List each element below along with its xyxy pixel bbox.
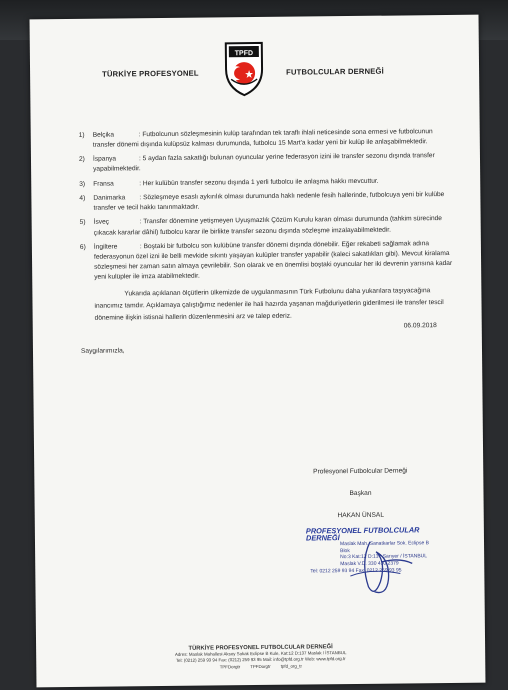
item-country: Fransa (93, 180, 114, 188)
twitter-handle: TPFDorgtr (219, 664, 241, 670)
letter-date: 06.09.2018 (403, 321, 437, 330)
letterhead-right: FUTBOLCULAR DERNEĞİ (286, 66, 384, 77)
stamp-phone: Tel: 0212 259 93 94 Fax: 0212 259 93 95 (310, 567, 402, 575)
item-number: 1) (78, 131, 85, 139)
footer-address: Adres: Maslak Mahallesi Aksoy Sokak Eclipse B Kule, Kat:12 D:137 Maslak / İSTANBUL (174, 650, 347, 657)
stamp-line: Maslak V.D. 330 430 2379 (340, 560, 399, 568)
signature-org: Profesyonel Futbolcular Derneği (313, 467, 408, 476)
page-footer (36, 643, 485, 672)
item-number: 2) (78, 156, 85, 164)
footer-contact: Tel: (0212) 259 93 94 Fax: (0212) 259 93 95 Mail: info@tpfd.org.tr Web: www.tpfd.org.tr (175, 656, 346, 664)
list-item (80, 239, 456, 283)
item-number: 5) (79, 219, 86, 227)
stamp-title: PROFESYONEL FUTBOLCULAR DERNEĞİ (305, 525, 420, 543)
item-text: : Transfer dönemine yetişmeyen Uyuşmazlık Çözüm Kurulu kararı olması durumunda (tahkim sürecinde çıkacak kararlar dâhil) futbolcu karar ile birlikte transfer sezonu dışında sözleşme imzalayabilmektedir. (93, 215, 443, 237)
list-item (79, 190, 455, 214)
official-stamp (280, 527, 441, 601)
list-item (79, 151, 455, 175)
item-country: Danimarka (93, 194, 126, 202)
item-text: : Sözleşmeye esaslı aykırılık olması durumunda haklı nedenle fesih hallerinde, futbolcuya yeni bir kulübe transfer ve tecil hakkı tanınmaktadır. (93, 191, 445, 212)
letterhead-left: TÜRKİYE PROFESYONEL (102, 68, 199, 79)
item-number: 4) (79, 194, 86, 202)
item-country: İsveç (93, 218, 110, 227)
signature-role: Başkan (349, 489, 372, 498)
signature-name: HAKAN ÜNSAL (337, 511, 385, 520)
item-number: 3) (79, 180, 86, 188)
item-text: : 5 aydan fazla sakatlığı bulunan oyuncular yerine federasyon izini ile transfer sezonu dışında transfer yapabilmektedir. (93, 152, 435, 174)
item-text: : Her kulübün transfer sezonu dışında 1 yerli futbolcu ile anlaşma hakkı mevcuttur. (139, 177, 379, 187)
list-item (79, 127, 455, 151)
item-text: : Boştaki bir futbolcu son kulübüne transfer dönemi dışında dönebilir. Eğer rekabeti sağlamak adına federasyonun özel izni ile belli mevkide sıkıntı yaşayan kulüpler transfer yapabilir (kaleci sakatlıkları gibi). Mevcut kiralama sözleşmesi her zaman satın almaya çevrilebilir. Son olarak ve en önemlisi boştaki oyuncular her iki devrenin yarısına kadar yeni kulüpler ile imza atabilmektedir. (93, 239, 453, 281)
logo-text: TPFD (234, 50, 254, 58)
list-item (79, 176, 455, 190)
item-country: İspanya (92, 155, 117, 164)
handwritten-signature (330, 531, 421, 602)
greeting: Saygılarımızla, (80, 347, 125, 355)
letter-body (79, 127, 457, 357)
instagram-handle: tpfd_org_tr (280, 663, 302, 669)
stamp-line: No:3 Kat:12 D:137 Sarıyer / İSTANBUL (340, 553, 428, 561)
item-text: : Futbolcunun sözleşmesinin kulüp tarafından tek taraflı ihlali neticesinde sona ermesi ve futbolcunun transfer dönemi dışında kulüpsüz kalması durumunda, futbolcu 15 Mart'a kadar yeni bir kulüp ile anlaşabilmektedir. (92, 128, 433, 149)
item-country: Belçika (92, 131, 115, 139)
item-number: 6) (79, 243, 86, 251)
stamp-line: Maslak Mah. Sanatkarlar Sok. Eclipse B Blok (339, 540, 429, 554)
footer-title: TÜRKİYE PROFESYONEL FUTBOLCULAR DERNEĞİ (188, 644, 333, 652)
item-country: İngiltere (93, 243, 118, 251)
tpfd-logo (222, 39, 267, 97)
letter-page (30, 15, 486, 688)
facebook-handle: TPFDorgtr (250, 663, 271, 669)
list-item (80, 214, 456, 238)
closing-paragraph: Yukarıda açıklanan ölçütlerin ülkemizde de uygulanmasının Türk Futbolunu daha yukarılara taşıyacağına inancımız tamdır. Açıklamaya çalıştığımız nedenler ile hali hazırda yaşanan mağduriyetlerin giderilmesi ile transfer tescil dönemine ilişkin istisnai hallerin düzenlenmesini arz ve talep ederiz. (94, 287, 444, 322)
